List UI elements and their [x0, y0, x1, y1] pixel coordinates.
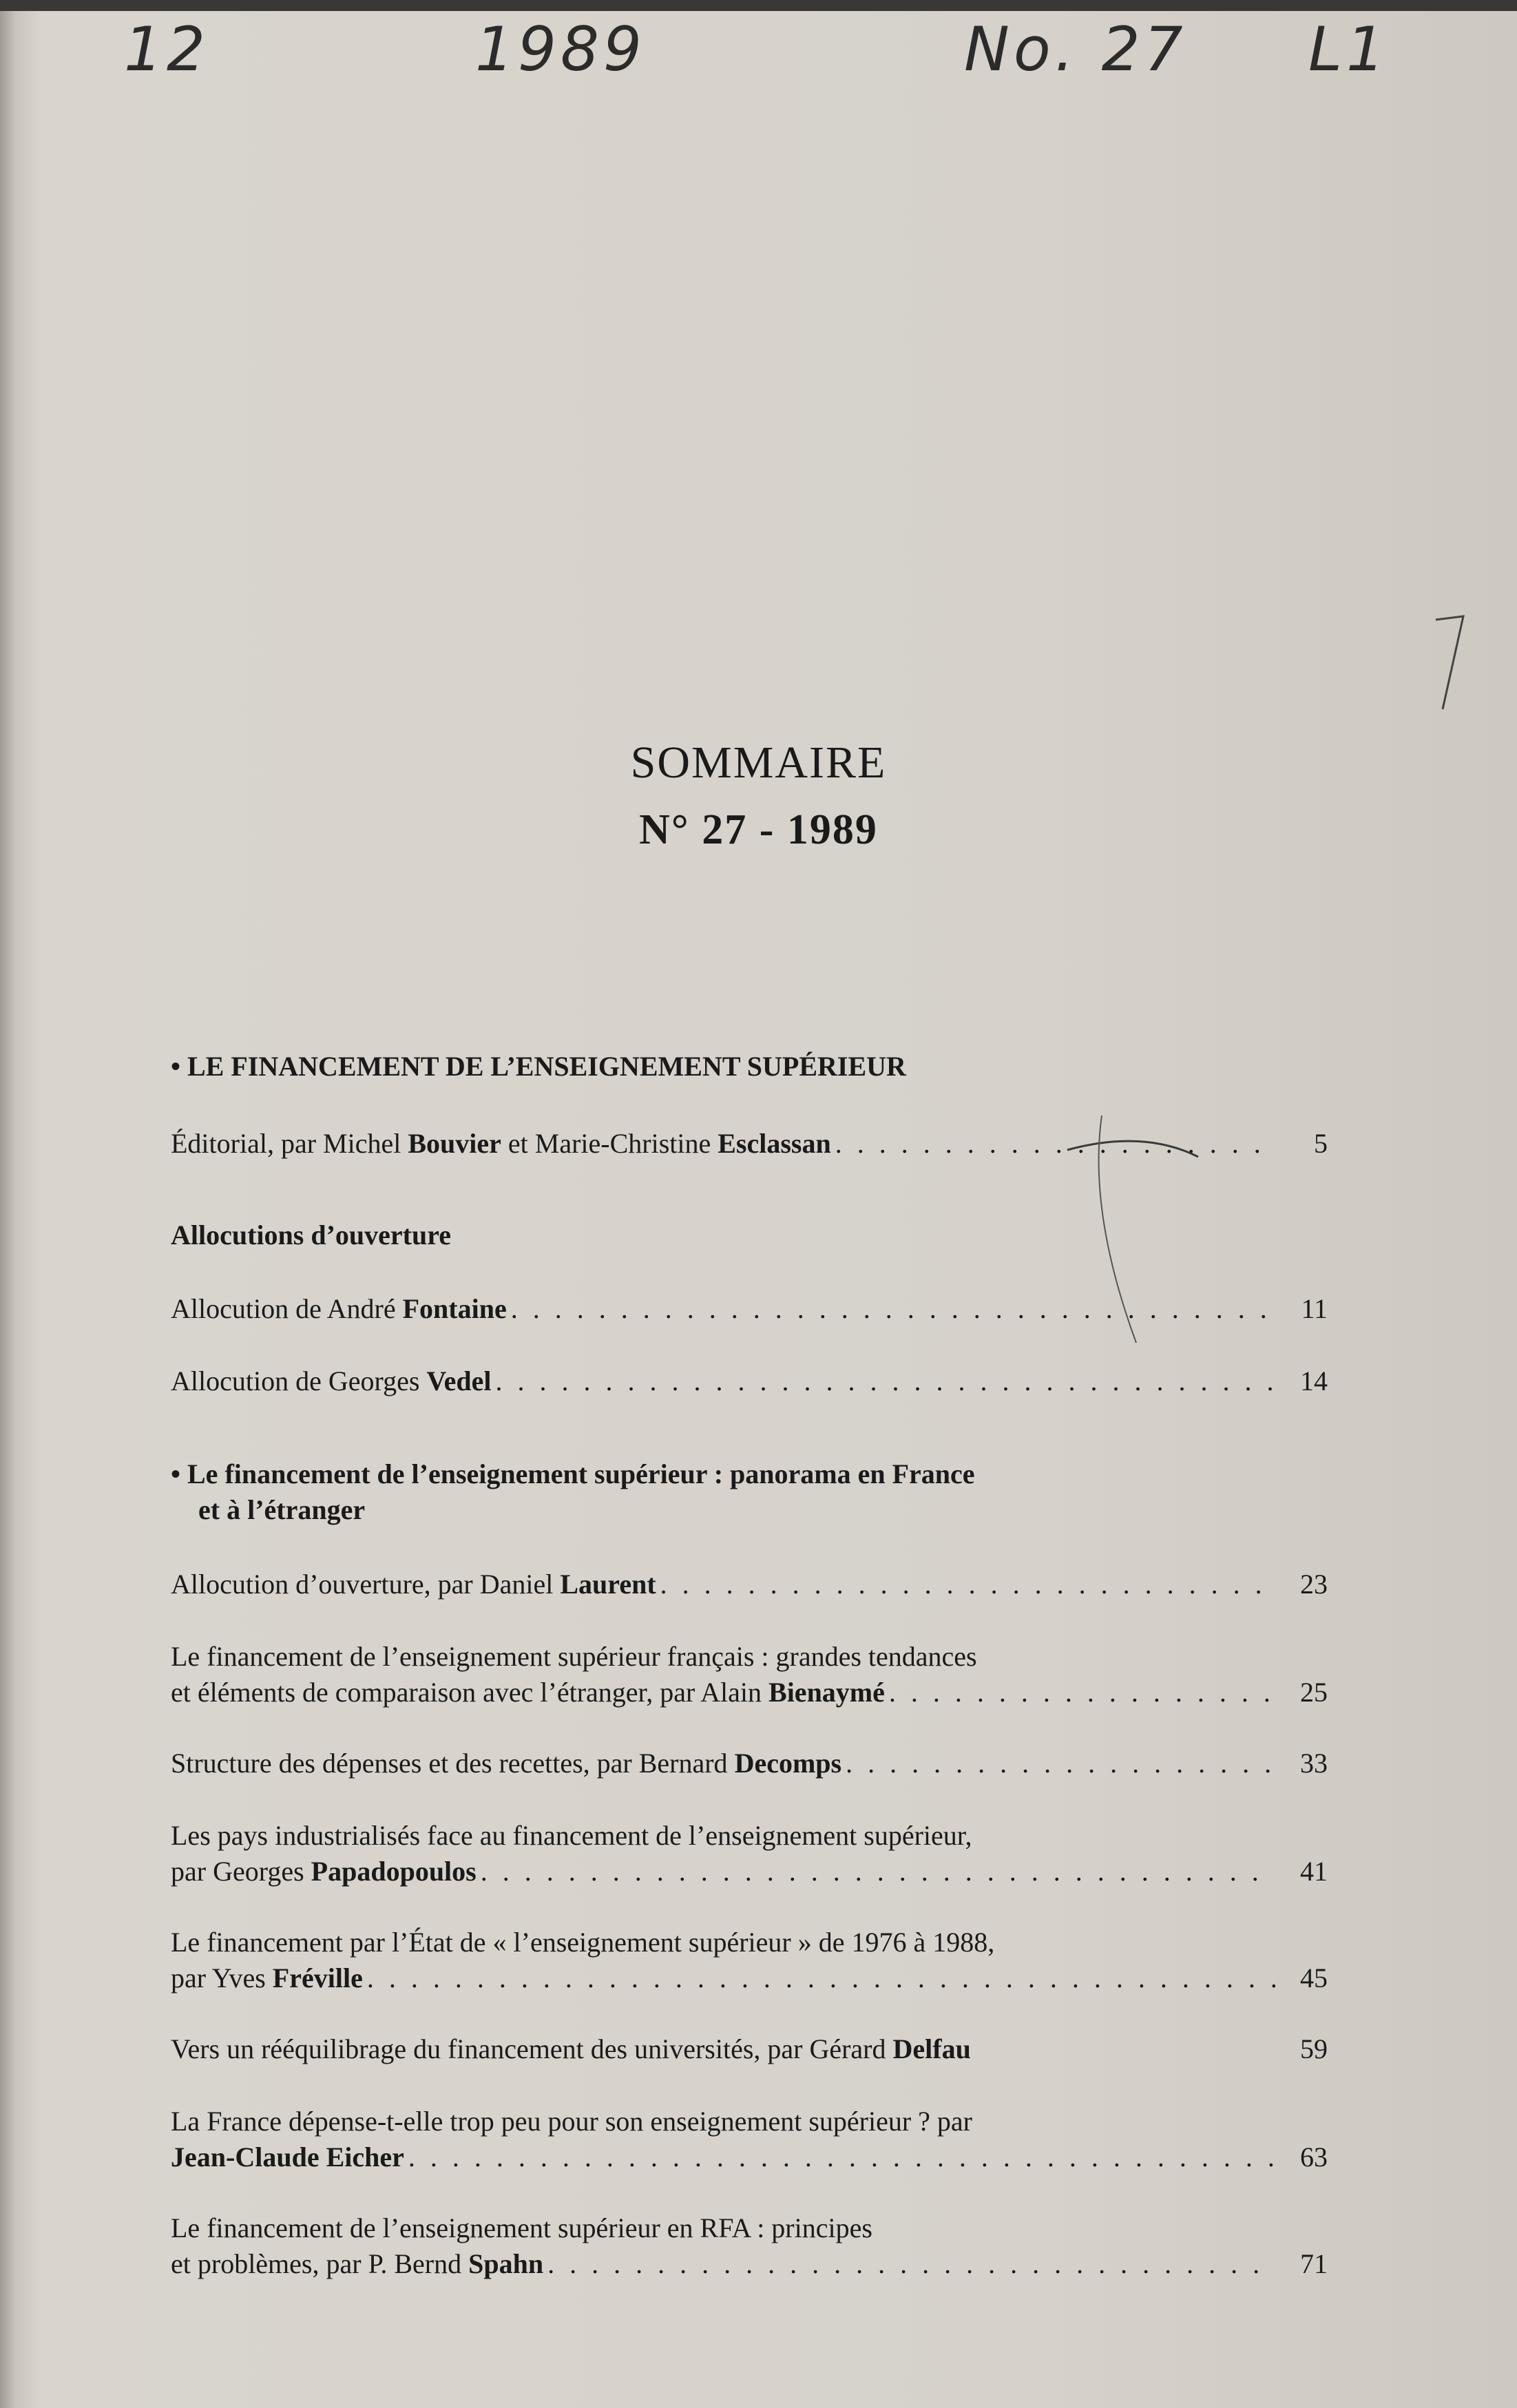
page-number: 45: [1300, 1962, 1328, 1993]
handwritten-note-left: 12: [124, 14, 209, 85]
toc-entry-spahn: Le financement de l’enseignement supérieur en RFA : principes et problèmes, par P. Bernd Spahn . . . 71: [171, 2210, 1328, 2282]
pencil-mark: [1432, 606, 1474, 716]
entry-text: et problèmes, par P. Bernd Spahn: [171, 2248, 544, 2279]
page-number: 14: [1300, 1365, 1328, 1396]
page-number: 25: [1300, 1677, 1328, 1708]
leader-dots: [408, 2139, 1275, 2175]
entry-text: Allocution de André Fontaine: [171, 1293, 507, 1324]
leader-dots: [367, 1960, 1275, 1996]
entry-text: et éléments de comparaison avec l’étranger, par Alain Bienaymé: [171, 1677, 885, 1708]
toc-entry-bienayme: Le financement de l’enseignement supérieur français : grandes tendances et éléments de comparaison avec l’étranger, par Alain Bienaymé . . . 25: [171, 1639, 1328, 1710]
entry-text: Structure des dépenses et des recettes, par Bernard Decomps: [171, 1748, 842, 1779]
handwritten-note-right: L1: [1308, 14, 1390, 85]
leader-dots: [835, 1126, 1275, 1162]
toc-entry-laurent: [171, 1567, 1328, 1602]
entry-text: Jean-Claude Eicher: [171, 2142, 404, 2173]
subsection-panorama: • Le financement de l’enseignement supérieur : panorama en France et à l’étranger: [171, 1458, 975, 1525]
toc-entry-fontaine: [171, 1291, 1328, 1327]
page-number: 71: [1300, 2248, 1328, 2279]
leader-dots: [511, 1291, 1275, 1327]
entry-text: Éditorial, par Michel Bouvier et Marie-Christine Esclassan: [171, 1128, 831, 1159]
section-heading: • LE FINANCEMENT DE L’ENSEIGNEMENT SUPÉRIEUR: [171, 1051, 906, 1082]
entry-text: Vers un rééquilibrage du financement des universités, par Gérard Delfau: [171, 2033, 971, 2064]
scan-edge: [0, 0, 1517, 11]
toc-entry-decomps: [171, 1746, 1328, 1781]
page-number: 41: [1300, 1856, 1328, 1887]
toc-entry-vedel: [171, 1363, 1328, 1399]
subsection-allocutions: Allocutions d’ouverture: [171, 1219, 452, 1250]
leader-dots: [660, 1567, 1275, 1602]
leader-dots: [846, 1746, 1275, 1781]
toc-entry-delfau: [171, 2031, 1328, 2067]
leader-dots: [496, 1363, 1276, 1399]
page-title: SOMMAIRE: [630, 737, 887, 788]
entry-text: Allocution de Georges Vedel: [171, 1365, 492, 1396]
entry-text: Allocution d’ouverture, par Daniel Laurent: [171, 1569, 656, 1600]
page-number: 59: [1300, 2033, 1328, 2064]
entry-text: par Yves Fréville: [171, 1962, 363, 1993]
page-number: 11: [1301, 1293, 1328, 1324]
entry-text: par Georges Papadopoulos: [171, 1856, 477, 1887]
page-number: 33: [1300, 1748, 1328, 1779]
handwritten-number: No. 27: [964, 14, 1187, 85]
toc-entry-papadopoulos: Les pays industrialisés face au financement de l’enseignement supérieur, par Georges Papadopoulos . . . 41: [171, 1818, 1328, 1889]
handwritten-year: 1989: [475, 14, 646, 85]
leader-dots: [547, 2246, 1275, 2282]
leader-dots: [889, 1675, 1275, 1710]
leader-dots: [481, 1854, 1275, 1889]
toc-entry-eicher: La France dépense-t-elle trop peu pour son enseignement supérieur ? par Jean-Claude Eicher . . . 63: [171, 2104, 1328, 2175]
page-number: 5: [1314, 1128, 1328, 1159]
toc-entry-freville: Le financement par l’État de « l’enseignement supérieur » de 1976 à 1988, par Yves Fréville . . . 45: [171, 1925, 1328, 1996]
page-number: 63: [1300, 2142, 1328, 2173]
issue-number: N° 27 - 1989: [639, 806, 878, 853]
page-number: 23: [1300, 1569, 1328, 1600]
toc-entry-editorial: [171, 1126, 1328, 1162]
